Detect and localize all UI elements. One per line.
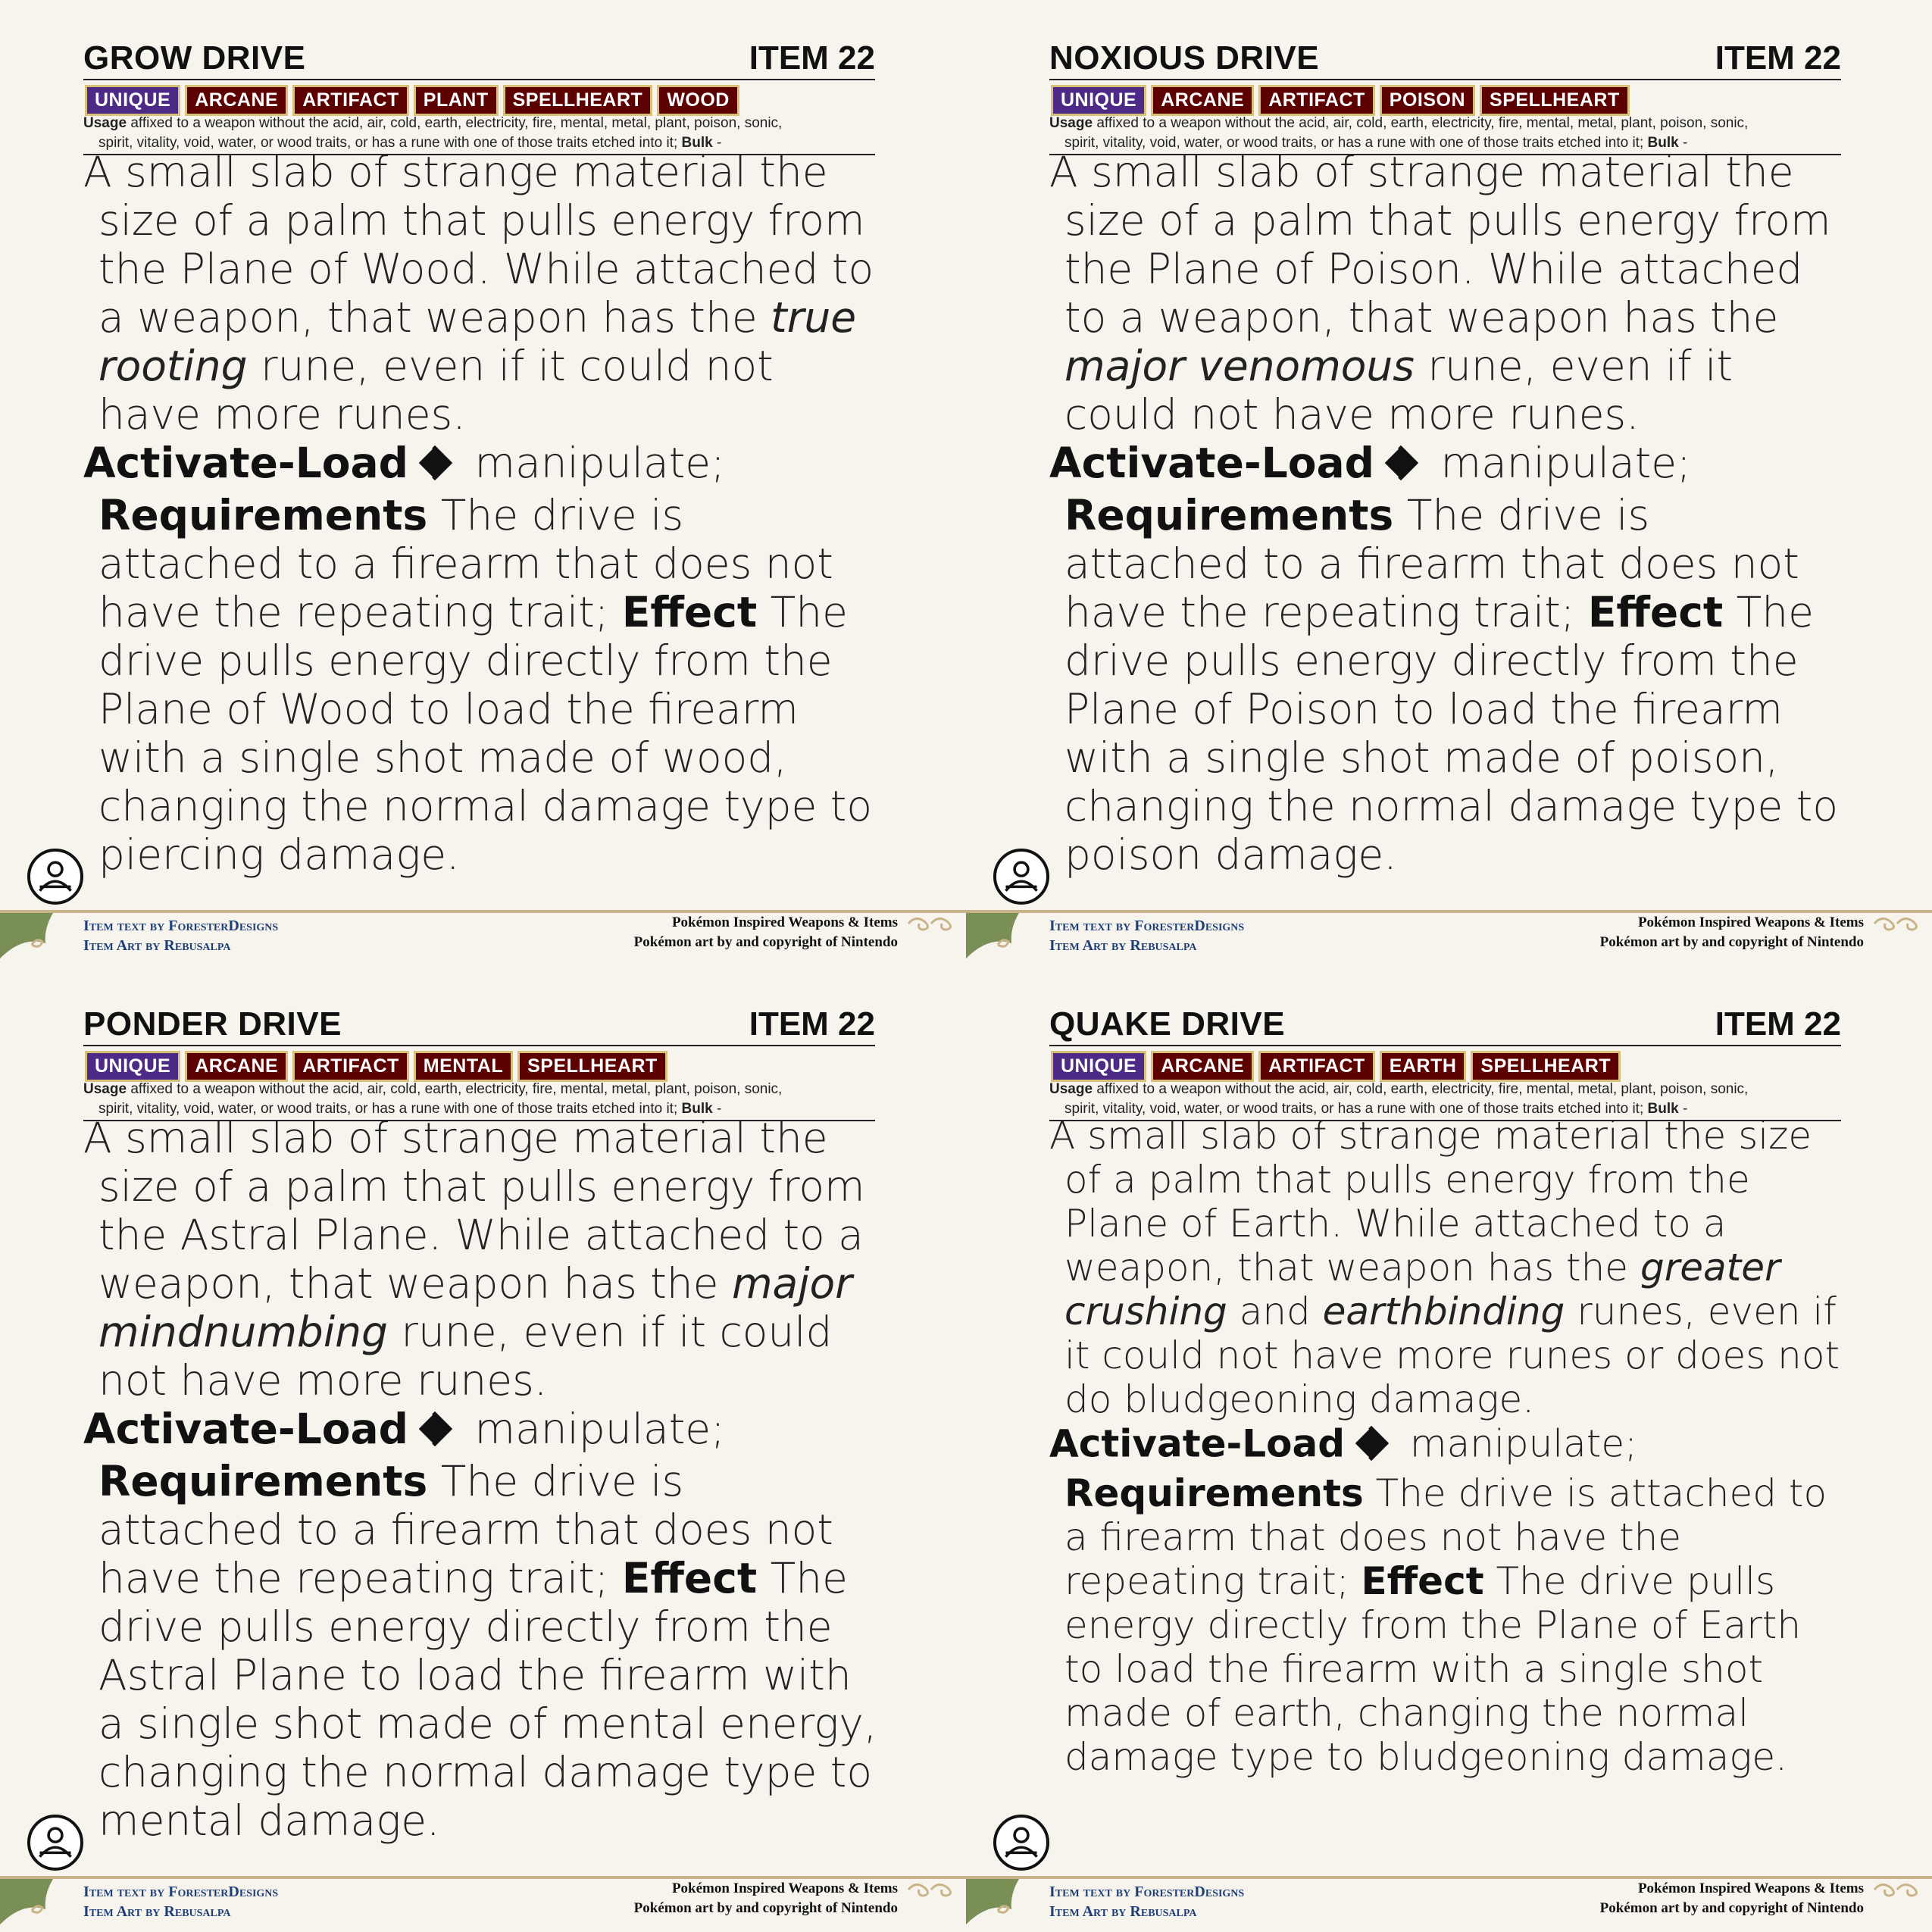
bulk-value: - — [1682, 1101, 1688, 1117]
art-credit: Item Art by Rebusalpa — [1049, 937, 1197, 954]
bulk-value: - — [716, 135, 722, 151]
requirements-label: Requirements — [1064, 1471, 1364, 1515]
activate-trait: manipulate; — [461, 1405, 725, 1453]
description-text: A small slab of strange material the size of a palm that pulls energy from the Plane of Wood. While attached to a weapon, that weapon has the — [83, 148, 874, 342]
trait-tag: ARCANE — [185, 85, 288, 116]
activation-block — [83, 1405, 879, 1845]
activate-label: Activate-Load — [1049, 439, 1375, 487]
card-header — [1049, 39, 1841, 80]
usage-text: affixed to a weapon without the acid, air, cold, earth, electricity, fire, mental, metal, plant, poison, sonic, — [1096, 1081, 1749, 1097]
item-description — [1049, 1114, 1845, 1421]
trait-list — [1051, 1051, 1621, 1082]
avatar-icon — [993, 849, 1049, 905]
effect-label: Effect — [1587, 587, 1724, 636]
trait-tag: ARCANE — [1151, 85, 1254, 116]
leaf-ornament-icon — [966, 1871, 1027, 1932]
description-conjunction: and — [1227, 1290, 1323, 1333]
requirements-text: The drive is attached to a firearm that does not have the repeating trait; — [98, 490, 833, 636]
copyright-note: Pokémon art by and copyright of Nintendo — [1599, 1900, 1864, 1916]
bulk-label: Bulk — [1647, 135, 1679, 151]
credits — [83, 916, 278, 955]
trait-tag: UNIQUE — [85, 85, 180, 116]
credits — [1049, 916, 1244, 955]
description-text: rune, even if it could not have more runes. — [98, 1308, 833, 1405]
card-footer — [966, 905, 1932, 966]
art-credit: Item Art by Rebusalpa — [83, 1903, 231, 1920]
source-title: Pokémon Inspired Weapons & Items — [1637, 914, 1864, 930]
trait-tag: SPELLHEART — [503, 85, 653, 116]
rune-name: earthbinding — [1322, 1290, 1565, 1333]
description-text: A small slab of strange material the size of a palm that pulls energy from the Plane of Poison. While attached to a weapon, that weapon has the — [1049, 148, 1831, 342]
bulk-value: - — [1682, 135, 1688, 151]
trait-tag: SPELLHEART — [1471, 1051, 1621, 1082]
description-text: A small slab of strange material the size of a palm that pulls energy from the Astral Plane. While attached to a weapon, that weapon has the — [83, 1114, 865, 1308]
usage-text: affixed to a weapon without the acid, air, cold, earth, electricity, fire, mental, metal, plant, poison, sonic, — [130, 1081, 783, 1097]
source-info — [1600, 1879, 1864, 1918]
requirements-text: The drive is attached to a firearm that does not have the repeating trait; — [1064, 490, 1799, 636]
usage-label: Usage — [83, 1081, 127, 1097]
trait-tag: ARTIFACT — [1258, 85, 1375, 116]
bulk-label: Bulk — [681, 135, 713, 151]
card-header — [83, 1005, 875, 1046]
activate-label: Activate-Load — [83, 439, 409, 487]
effect-text: The drive pulls energy directly from the Plane of Earth to load the firearm with a single shot made of earth, changing the normal damage type to bludgeoning damage. — [1064, 1559, 1802, 1779]
usage-label: Usage — [1049, 115, 1093, 131]
art-credit: Item Art by Rebusalpa — [1049, 1903, 1197, 1920]
trait-tag: UNIQUE — [1051, 85, 1146, 116]
text-credit: Item text by ForesterDesigns — [1049, 918, 1245, 934]
effect-text: The drive pulls energy directly from the Plane of Poison to load the firearm with a single shot made of poison, changing the normal damage type to poison damage. — [1064, 587, 1839, 879]
item-card — [0, 966, 966, 1932]
trait-tag: ARCANE — [1151, 1051, 1254, 1082]
swirl-ornament-icon — [905, 1877, 958, 1900]
usage-label: Usage — [1049, 1081, 1093, 1097]
usage-text: affixed to a weapon without the acid, air, cold, earth, electricity, fire, mental, metal, plant, poison, sonic, — [1096, 115, 1749, 131]
swirl-ornament-icon — [905, 911, 958, 934]
bulk-value: - — [716, 1101, 722, 1117]
rune-name: major venomous — [1064, 342, 1415, 390]
item-level: ITEM 22 — [1715, 1005, 1841, 1043]
one-action-icon — [413, 441, 457, 485]
trait-list — [1051, 85, 1630, 116]
trait-tag: ARTIFACT — [1258, 1051, 1375, 1082]
source-info — [634, 1879, 898, 1918]
credits — [1049, 1882, 1244, 1921]
trait-tag: SPELLHEART — [517, 1051, 667, 1082]
usage-text-continued: spirit, vitality, void, water, or wood traits, or has a rune with one of those traits etched into it; — [1064, 135, 1644, 151]
trait-tag: ARCANE — [185, 1051, 288, 1082]
source-info — [634, 913, 898, 952]
source-title: Pokémon Inspired Weapons & Items — [1637, 1880, 1864, 1896]
trait-tag: UNIQUE — [1051, 1051, 1146, 1082]
trait-tag: EARTH — [1380, 1051, 1467, 1082]
trait-tag: ARTIFACT — [292, 1051, 409, 1082]
activate-label: Activate-Load — [83, 1405, 409, 1453]
description-text: rune, even if it could not have more runes. — [98, 342, 774, 439]
item-title: GROW DRIVE — [83, 39, 306, 77]
effect-text: The drive pulls energy directly from the Plane of Wood to load the firearm with a single shot made of wood, changing the normal damage type to piercing damage. — [98, 587, 873, 879]
copyright-note: Pokémon art by and copyright of Nintendo — [1599, 934, 1864, 950]
item-title: PONDER DRIVE — [83, 1005, 342, 1043]
item-level: ITEM 22 — [749, 39, 875, 77]
bulk-label: Bulk — [681, 1101, 713, 1117]
item-description — [83, 148, 879, 439]
card-footer — [966, 1871, 1932, 1932]
item-body — [1049, 148, 1845, 879]
activation-block — [1049, 1421, 1845, 1779]
art-credit: Item Art by Rebusalpa — [83, 937, 231, 954]
requirements-label: Requirements — [98, 490, 428, 539]
trait-tag: UNIQUE — [85, 1051, 180, 1082]
text-credit: Item text by ForesterDesigns — [83, 918, 279, 934]
effect-label: Effect — [621, 587, 758, 636]
card-header — [1049, 1005, 1841, 1046]
activate-trait: manipulate; — [461, 439, 725, 487]
bulk-label: Bulk — [1647, 1101, 1679, 1117]
description-text: rune, even if it could not have more runes. — [1064, 342, 1733, 439]
item-title: QUAKE DRIVE — [1049, 1005, 1286, 1043]
leaf-ornament-icon — [0, 1871, 61, 1932]
card-header — [83, 39, 875, 80]
item-card — [966, 966, 1932, 1932]
usage-label: Usage — [83, 115, 127, 131]
trait-list — [85, 85, 739, 116]
trait-tag: POISON — [1380, 85, 1475, 116]
usage-text-continued: spirit, vitality, void, water, or wood traits, or has a rune with one of those traits etched into it; — [98, 135, 678, 151]
activate-label: Activate-Load — [1049, 1421, 1346, 1466]
effect-text: The drive pulls energy directly from the Astral Plane to load the firearm with a single shot made of mental energy, changing the normal damage type to mental damage. — [98, 1553, 877, 1845]
activate-trait: manipulate; — [1398, 1421, 1638, 1466]
one-action-icon — [1379, 441, 1423, 485]
requirements-label: Requirements — [98, 1456, 428, 1505]
rune-name: major mindnumbing — [98, 1259, 852, 1356]
rune-name: greater crushing — [1064, 1246, 1780, 1333]
trait-tag: MENTAL — [414, 1051, 513, 1082]
trait-list — [85, 1051, 667, 1082]
item-level: ITEM 22 — [749, 1005, 875, 1043]
card-footer — [0, 1871, 966, 1932]
usage-text: affixed to a weapon without the acid, air, cold, earth, electricity, fire, mental, metal, plant, poison, sonic, — [130, 115, 783, 131]
leaf-ornament-icon — [966, 905, 1027, 966]
text-credit: Item text by ForesterDesigns — [1049, 1884, 1245, 1900]
copyright-note: Pokémon art by and copyright of Nintendo — [633, 934, 898, 950]
description-text: A small slab of strange material the size of a palm that pulls energy from the Plane of Earth. While attached to a weapon, that weapon has the — [1049, 1114, 1812, 1290]
avatar-icon — [27, 849, 83, 905]
trait-tag: SPELLHEART — [1480, 85, 1630, 116]
item-card — [0, 0, 966, 966]
one-action-icon — [413, 1407, 457, 1451]
item-level: ITEM 22 — [1715, 39, 1841, 77]
item-description — [83, 1114, 879, 1405]
item-body — [83, 1114, 879, 1845]
item-body — [83, 148, 879, 879]
avatar-icon — [993, 1815, 1049, 1871]
swirl-ornament-icon — [1871, 911, 1924, 934]
item-title: NOXIOUS DRIVE — [1049, 39, 1320, 77]
effect-label: Effect — [1361, 1559, 1484, 1603]
credits — [83, 1882, 278, 1921]
item-card — [966, 0, 1932, 966]
usage-text-continued: spirit, vitality, void, water, or wood traits, or has a rune with one of those traits etched into it; — [1064, 1101, 1644, 1117]
swirl-ornament-icon — [1871, 1877, 1924, 1900]
trait-tag: ARTIFACT — [292, 85, 409, 116]
rune-name: true rooting — [98, 293, 857, 390]
activate-trait: manipulate; — [1427, 439, 1691, 487]
requirements-label: Requirements — [1064, 490, 1394, 539]
description-text: runes, even if it could not have more runes or does not do bludgeoning damage. — [1064, 1290, 1840, 1421]
leaf-ornament-icon — [0, 905, 61, 966]
item-body — [1049, 1114, 1845, 1779]
activation-block — [83, 439, 879, 879]
source-info — [1600, 913, 1864, 952]
item-description — [1049, 148, 1845, 439]
activation-block — [1049, 439, 1845, 879]
trait-tag: WOOD — [657, 85, 739, 116]
source-title: Pokémon Inspired Weapons & Items — [671, 914, 898, 930]
trait-tag: PLANT — [414, 85, 499, 116]
one-action-icon — [1349, 1421, 1393, 1465]
requirements-text: The drive is attached to a firearm that does not have the repeating trait; — [1064, 1471, 1827, 1603]
usage-text-continued: spirit, vitality, void, water, or wood traits, or has a rune with one of those traits etched into it; — [98, 1101, 678, 1117]
avatar-icon — [27, 1815, 83, 1871]
card-footer — [0, 905, 966, 966]
source-title: Pokémon Inspired Weapons & Items — [671, 1880, 898, 1896]
copyright-note: Pokémon art by and copyright of Nintendo — [633, 1900, 898, 1916]
requirements-text: The drive is attached to a firearm that does not have the repeating trait; — [98, 1456, 833, 1602]
text-credit: Item text by ForesterDesigns — [83, 1884, 279, 1900]
effect-label: Effect — [621, 1553, 758, 1602]
